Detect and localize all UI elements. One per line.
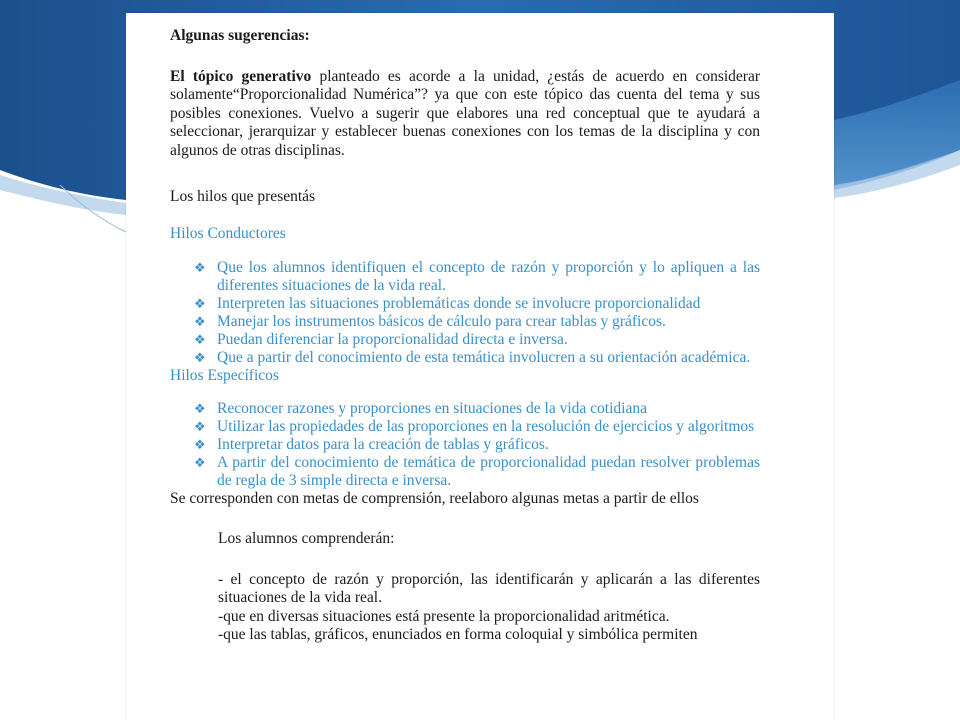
diamond-bullet-icon: ❖ (194, 436, 206, 452)
paragraph-topico (170, 68, 760, 161)
list-conductores (170, 259, 760, 367)
list-item: ❖ A partir del conocimiento de temática de proporcionalidad puedan resolver problemas de regla de 3 simple directa e inversa. (194, 453, 760, 489)
document-content (170, 27, 760, 645)
diamond-bullet-icon: ❖ (194, 332, 206, 347)
list-item: ❖ Reconocer razones y proporciones en situaciones de la vida cotidiana (194, 399, 647, 417)
paragraph-bold-lead: El tópico generativo (170, 67, 312, 85)
list-item: ❖ Interpretar datos para la creación de tablas y gráficos. (194, 435, 549, 453)
goal-item: - el concepto de razón y proporción, las identificarán y aplicarán a las diferentes situaciones de la vida real. (218, 570, 760, 606)
goals-block (170, 530, 760, 645)
paragraph-text: planteado es acorde a la unidad, ¿estás de acuerdo en considerar solamente“Proporcionalidad Numérica”? ya que con este tópico das cuenta del tema y sus posibles conexiones. Vuelvo a sugerir que elabores una red conceptual que te ayudará a seleccionar, jerarquizar y establecer buenas conexiones con los temas de la disciplina y con algunos de otras disciplinas. (170, 67, 760, 159)
section-title-conductores: Hilos Conductores (170, 224, 286, 242)
section-title-especificos: Hilos Específicos (170, 367, 279, 384)
diamond-bullet-icon: ❖ (194, 454, 206, 470)
diamond-bullet-icon: ❖ (194, 260, 206, 275)
goal-item: -que las tablas, gráficos, enunciados en forma coloquial y simbólica permiten (218, 626, 698, 643)
diamond-bullet-icon: ❖ (194, 418, 206, 434)
heading: Algunas sugerencias: (170, 27, 310, 44)
diamond-bullet-icon: ❖ (194, 296, 206, 311)
document-page (126, 13, 834, 720)
list-item: ❖ Puedan diferenciar la proporcionalidad directa e inversa. (194, 331, 568, 348)
list-item: ❖ Utilizar las propiedades de las proporciones en la resolución de ejercicios y algoritmos (194, 417, 755, 435)
goal-item: -que en diversas situaciones está presente la proporcionalidad aritmética. (218, 607, 670, 625)
list-item: ❖ Que los alumnos identifiquen el concepto de razón y proporción y lo apliquen a las diferentes situaciones de la vida real. (194, 259, 760, 294)
list-item: ❖ Manejar los instrumentos básicos de cálculo para crear tablas y gráficos. (194, 313, 666, 330)
corresponden-text: Se corresponden con metas de comprensión, reelaboro algunas metas a partir de ellos (170, 489, 699, 507)
hilos-intro: Los hilos que presentás (170, 188, 316, 205)
diamond-bullet-icon: ❖ (194, 350, 206, 365)
diamond-bullet-icon: ❖ (194, 400, 206, 416)
list-item: ❖ Que a partir del conocimiento de esta temática involucren a su orientación académica. (194, 349, 751, 366)
list-item: ❖ Interpreten las situaciones problemáticas donde se involucre proporcionalidad (194, 295, 701, 312)
diamond-bullet-icon: ❖ (194, 314, 206, 329)
list-especificos (170, 400, 760, 490)
goals-intro: Los alumnos comprenderán: (218, 530, 395, 547)
